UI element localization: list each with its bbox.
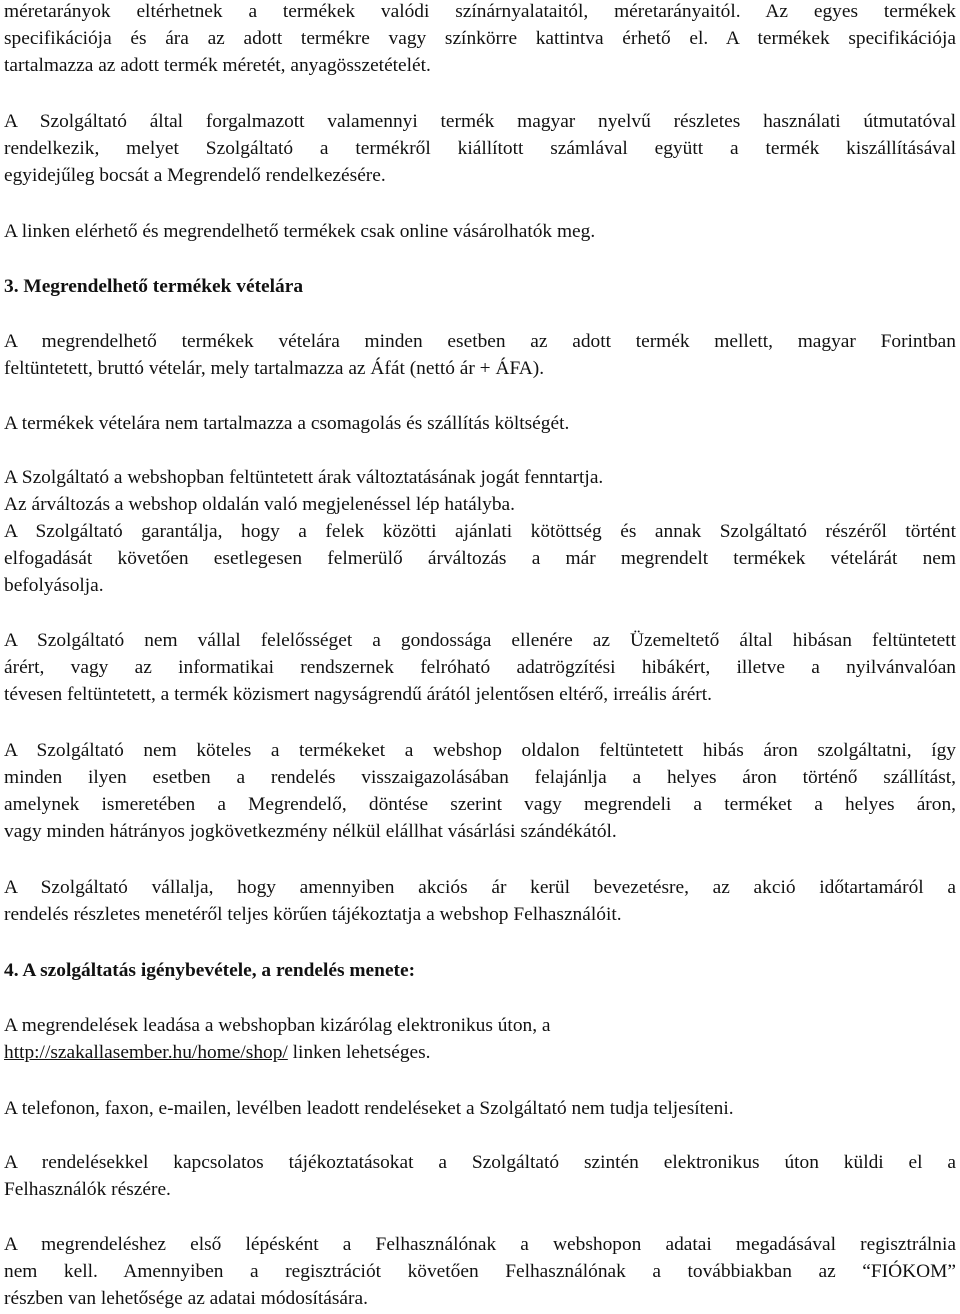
text-line: elfogadását követően esetlegesen felmerülő árváltozás a már megrendelt termékek vételárát nem xyxy=(4,548,956,569)
text-fragment: linken lehetséges. xyxy=(292,1042,431,1063)
text-line: egyidejűleg bocsát a Megrendelő rendelkezésére. xyxy=(4,165,386,186)
text-line: árért, vagy az informatikai rendszernek felróható adatrögzítési hibákért, illetve a nyilvánvalóan xyxy=(4,657,956,678)
text-line: nem kell. Amennyiben a regisztrációt követően Felhasználónak a továbbiakban az “FIÓKOM” xyxy=(4,1261,956,1282)
text-line: rendelés részletes menetéről teljes körűen tájékoztatja a webshop Felhasználóit. xyxy=(4,904,622,925)
text-line: A Szolgáltató nem köteles a termékeket a webshop oldalon feltüntetett hibás áron szolgáltatni, így xyxy=(4,740,956,761)
text-line: A Szolgáltató garantálja, hogy a felek közötti ajánlati kötöttség és annak Szolgáltató részéről történt xyxy=(4,521,956,542)
text-line: vagy minden hátrányos jogkövetkezmény nélkül elállhat vásárlási szándékától. xyxy=(4,821,617,842)
shop-link[interactable]: http://szakallasember.hu/home/shop/ xyxy=(4,1042,288,1063)
text-line: Az árváltozás a webshop oldalán való megjelenéssel lép hatályba. xyxy=(4,494,515,515)
text-line: A termékek vételára nem tartalmazza a csomagolás és szállítás költségét. xyxy=(4,413,570,434)
text-line: részben van lehetősége az adatai módosítására. xyxy=(4,1288,368,1309)
text-line: A telefonon, faxon, e-mailen, levélben leadott rendeléseket a Szolgáltató nem tudja teljesíteni. xyxy=(4,1098,734,1119)
text-line xyxy=(4,1039,956,1066)
text-line: befolyásolja. xyxy=(4,575,104,596)
text-line: amelynek ismeretében a Megrendelő, döntése szerint vagy megrendeli a terméket a helyes áron, xyxy=(4,794,956,815)
section-heading: 4. A szolgáltatás igénybevétele, a rendelés menete: xyxy=(4,960,416,981)
text-line: A Szolgáltató által forgalmazott valamennyi termék magyar nyelvű részletes használati útmutatóval xyxy=(4,111,956,132)
text-line: Felhasználók részére. xyxy=(4,1179,171,1200)
text-line: A Szolgáltató vállalja, hogy amennyiben akciós ár kerül bevezetésre, az akció időtartamáról a xyxy=(4,877,956,898)
text-line: specifikációja és ára az adott termékre vagy színkörre kattintva érhető el. A termékek specifikációja xyxy=(4,28,956,49)
text-line: tartalmazza az adott termék méretét, anyagösszetételét. xyxy=(4,55,431,76)
text-line: A rendelésekkel kapcsolatos tájékoztatásokat a Szolgáltató szintén elektronikus úton küldi el a xyxy=(4,1152,956,1173)
text-line: A megrendelhető termékek vételára minden esetben az adott termék mellett, magyar Forintban xyxy=(4,331,956,352)
text-line: tévesen feltüntetett, a termék közismert nagyságrendű árától jelentősen eltérő, irreális árért. xyxy=(4,684,712,705)
text-line: A megrendeléshez első lépésként a Felhasználónak a webshopon adatai megadásával regisztrálnia xyxy=(4,1234,956,1255)
section-heading: 3. Megrendelhető termékek vételára xyxy=(4,276,304,297)
text-line: méretarányok eltérhetnek a termékek valódi színárnyalataitól, méretarányaitól. Az egyes termékek xyxy=(4,1,956,22)
text-line: A megrendelések leadása a webshopban kizárólag elektronikus úton, a xyxy=(4,1015,551,1036)
text-line: minden ilyen esetben a rendelés visszaigazolásában felajánlja a helyes áron történő szállítást, xyxy=(4,767,956,788)
text-line: feltüntetett, bruttó vételár, mely tartalmazza az Áfát (nettó ár + ÁFA). xyxy=(4,358,545,379)
text-line: A linken elérhető és megrendelhető termékek csak online vásárolhatók meg. xyxy=(4,221,596,242)
text-line: rendelkezik, melyet Szolgáltató a termékről kiállított számlával együtt a termék kiszállításával xyxy=(4,138,956,159)
text-line: A Szolgáltató nem vállal felelősséget a gondossága ellenére az Üzemeltető által hibásan feltüntetett xyxy=(4,630,956,651)
text-line: A Szolgáltató a webshopban feltüntetett árak változtatásának jogát fenntartja. xyxy=(4,467,604,488)
